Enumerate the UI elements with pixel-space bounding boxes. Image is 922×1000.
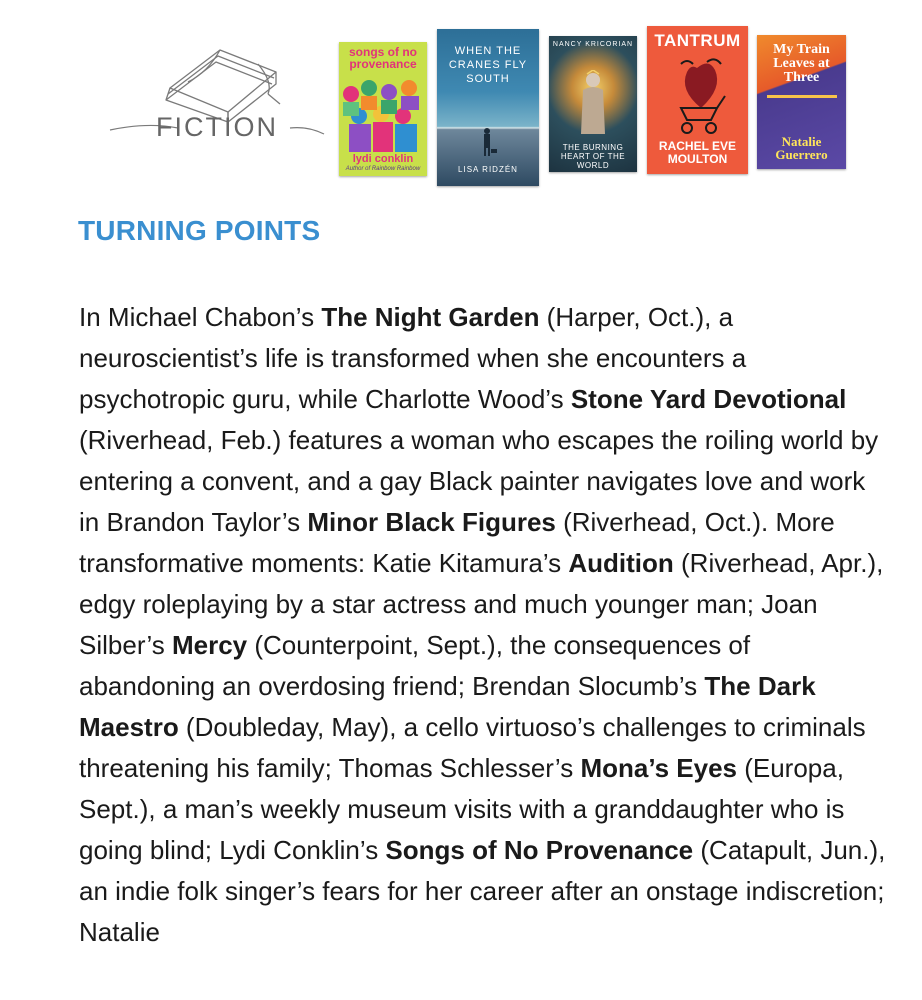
logo-wordmark: FICTION bbox=[156, 112, 278, 142]
crowd-illustration-icon bbox=[339, 72, 427, 152]
cover-stripe bbox=[767, 95, 837, 98]
article-text: (Doubleday, May), a cello virtuoso’s challenges to criminals threatening his family; Thomas Schlesser’s bbox=[79, 712, 866, 783]
article-text: (Europa, Sept.), a man’s weekly museum visits with a granddaughter who is going blind; Lydi Conklin’s bbox=[79, 753, 845, 865]
book-title: Mercy bbox=[171, 630, 248, 660]
article-text: In Michael Chabon’s bbox=[79, 302, 322, 332]
book-title: The Dark Maestro bbox=[79, 671, 816, 742]
book-title: Songs of No Provenance bbox=[385, 835, 694, 865]
book-title: The Night Garden bbox=[321, 302, 540, 332]
book-title: Mona’s Eyes bbox=[580, 753, 737, 783]
cover-title: WHEN THE CRANES FLY SOUTH bbox=[448, 45, 528, 85]
book-title: Minor Black Figures bbox=[307, 507, 556, 537]
section-heading: TURNING POINTS bbox=[78, 215, 321, 246]
article-text: (Riverhead, Apr.), edgy roleplaying by a star actress and much younger man; Joan Silber’s bbox=[79, 548, 884, 660]
cover-title: TANTRUM bbox=[654, 31, 741, 50]
article-text: (Riverhead, Feb.) features a woman who escapes the roiling world by entering a convent, and a gay Black painter navigates love and work in Brandon Taylor’s bbox=[79, 425, 879, 537]
article-body bbox=[79, 297, 889, 953]
book-title: Audition bbox=[568, 548, 674, 578]
cover-author: Natalie Guerrero bbox=[775, 134, 828, 162]
cover-author: lydi conklin bbox=[352, 153, 414, 165]
article-text: (Catapult, Jun.), an indie folk singer’s fears for her career after an onstage indiscretion; Natalie bbox=[79, 835, 886, 947]
book-cover-tantrum[interactable] bbox=[647, 26, 748, 174]
cover-author: NANCY KRICORIAN bbox=[552, 41, 634, 48]
cover-title: songs of no provenance bbox=[349, 45, 417, 71]
woman-figure-icon bbox=[579, 70, 607, 136]
cover-title: My Train Leaves at Three bbox=[773, 42, 830, 85]
book-cover-my-train-leaves-at-three[interactable] bbox=[757, 35, 846, 169]
cover-subtitle: Author of Rainbow Rainbow bbox=[345, 166, 421, 172]
header-banner bbox=[0, 0, 922, 200]
cover-author: RACHEL EVE MOULTON bbox=[658, 139, 737, 166]
cover-author: LISA RIDZÉN bbox=[458, 165, 518, 174]
book-title: Stone Yard Devotional bbox=[570, 384, 847, 414]
book-cover-the-burning-heart-of-the-world[interactable] bbox=[549, 36, 637, 172]
article-text: (Harper, Oct.), a neuroscientist’s life is transformed when she encounters a psychotropic guru, while Charlotte Wood’s bbox=[79, 302, 747, 414]
fiction-logo bbox=[108, 42, 328, 152]
book-cover-when-the-cranes-fly-south[interactable] bbox=[437, 29, 539, 186]
article-text: (Counterpoint, Sept.), the consequences of abandoning an overdosing friend; Brendan Slocumb’s bbox=[79, 630, 751, 701]
stroller-heart-icon bbox=[667, 58, 729, 136]
figure-with-dog-icon bbox=[481, 127, 497, 157]
article-text: (Riverhead, Oct.). More transformative moments: Katie Kitamura’s bbox=[79, 507, 835, 578]
cover-title: THE BURNING HEART OF THE WORLD bbox=[560, 143, 626, 171]
book-cover-songs-of-no-provenance[interactable] bbox=[339, 42, 427, 176]
